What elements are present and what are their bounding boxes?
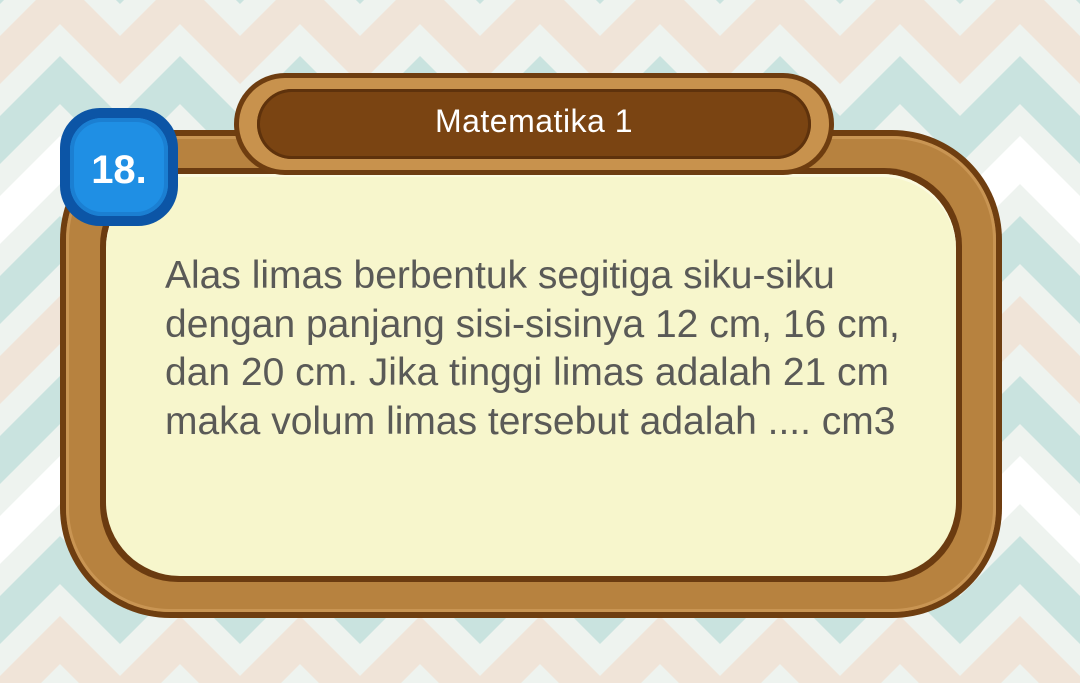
question-number: 18. [91,148,147,192]
question-text: Alas limas berbentuk segitiga siku-siku dengan panjang sisi-sisinya 12 cm, 16 cm, dan 20 cm. Jika tinggi limas adalah 21 cm maka volum limas tersebut adalah .... cm3 [165,254,900,443]
subject-title: Matematika 1 [434,103,634,139]
